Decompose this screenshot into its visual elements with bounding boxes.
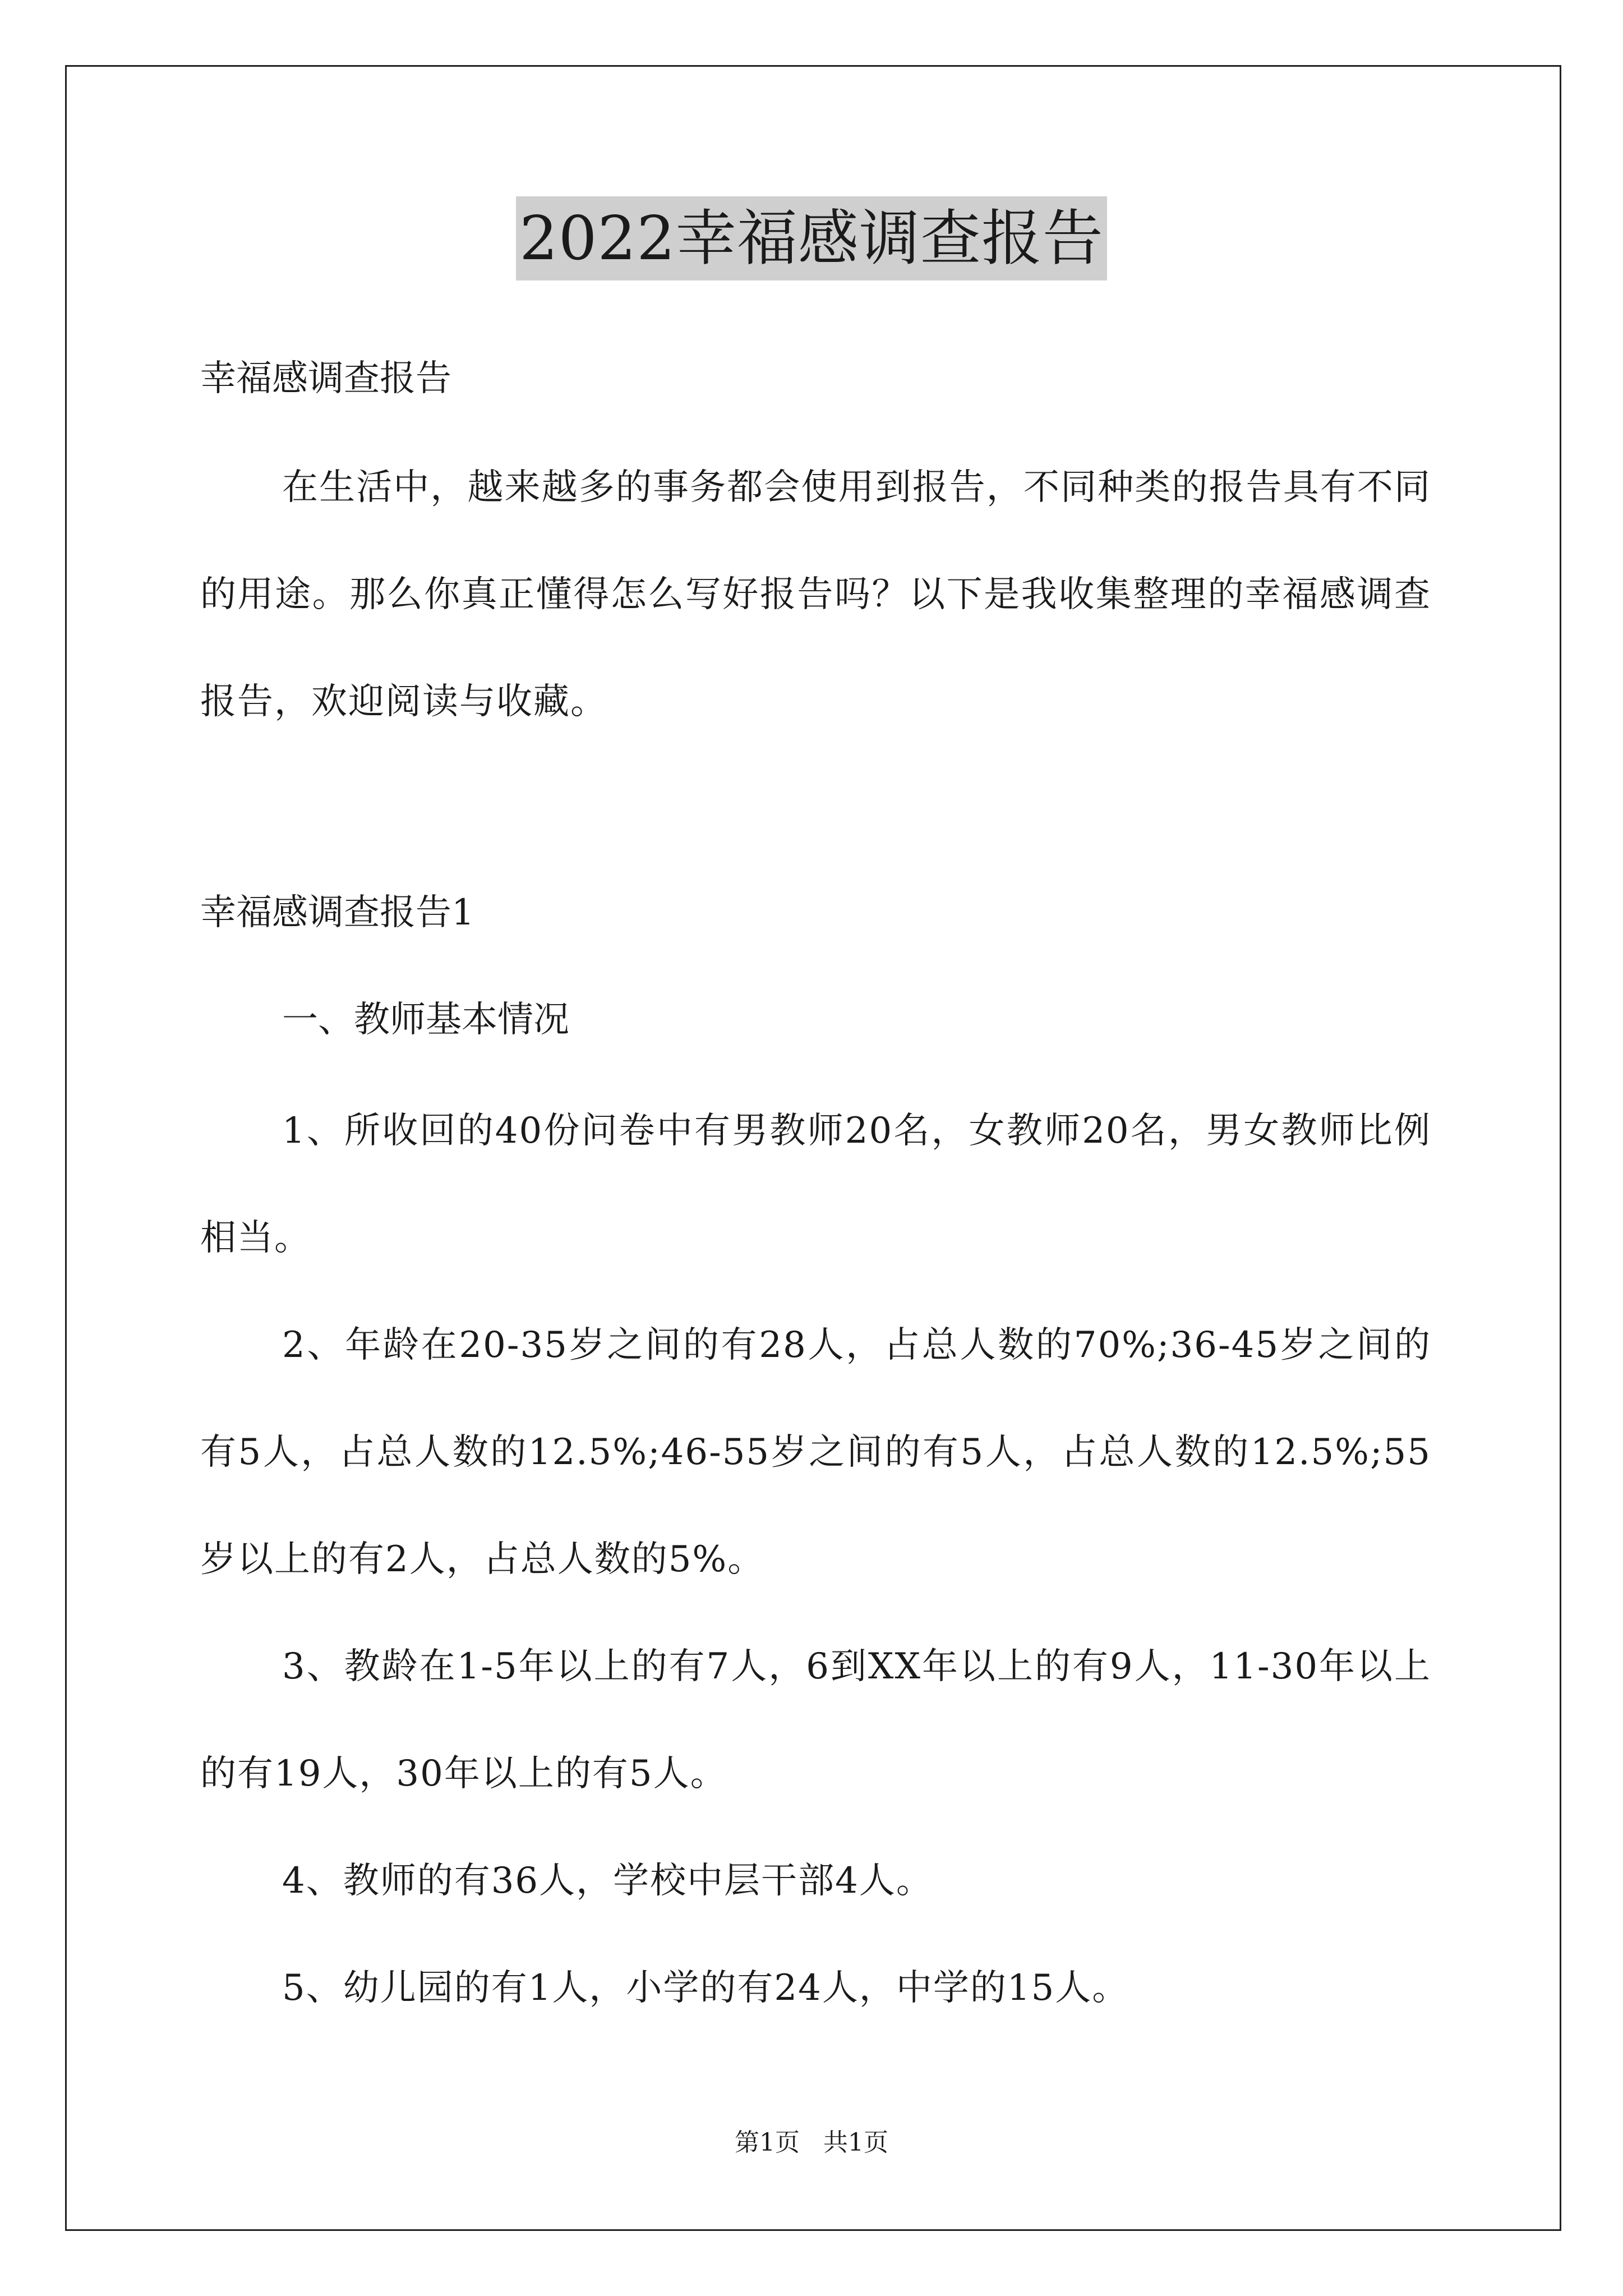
list-item-5: 5、幼儿园的有1人，小学的有24人，中学的15人。 xyxy=(282,1967,1129,2009)
list-item-1: 1、所收回的40份问卷中有男教师20名，女教师20名，男女教师比例相当。 xyxy=(200,1110,1431,1259)
section-heading: 一、教师基本情况 xyxy=(282,999,569,1041)
list-item-3: 3、教龄在1-5年以上的有7人，6到XX年以上的有9人，11-30年以上的有19人，30年以上的有5人。 xyxy=(200,1646,1431,1795)
list-item-4: 4、教师的有36人，学校中层干部4人。 xyxy=(282,1860,933,1902)
intro-paragraph: 在生活中，越来越多的事务都会使用到报告，不同种类的报告具有不同的用途。那么你真正懂得怎么写好报告吗？以下是我收集整理的幸福感调查报告，欢迎阅读与收藏。 xyxy=(200,467,1431,723)
section-title: 幸福感调查报告1 xyxy=(200,892,474,933)
subtitle: 幸福感调查报告 xyxy=(200,358,451,399)
list-item-2: 2、年龄在20-35岁之间的有28人，占总人数的70%;36-45岁之间的有5人，占总人数的12.5%;46-55岁之间的有5人，占总人数的12.5%;55岁以上的有2人，占总人数的5%。 xyxy=(200,1324,1431,1580)
title-container xyxy=(0,196,1623,280)
document-title: 2022幸福感调查报告 xyxy=(516,196,1107,280)
page-footer: 第1页 共1页 xyxy=(735,2128,888,2157)
